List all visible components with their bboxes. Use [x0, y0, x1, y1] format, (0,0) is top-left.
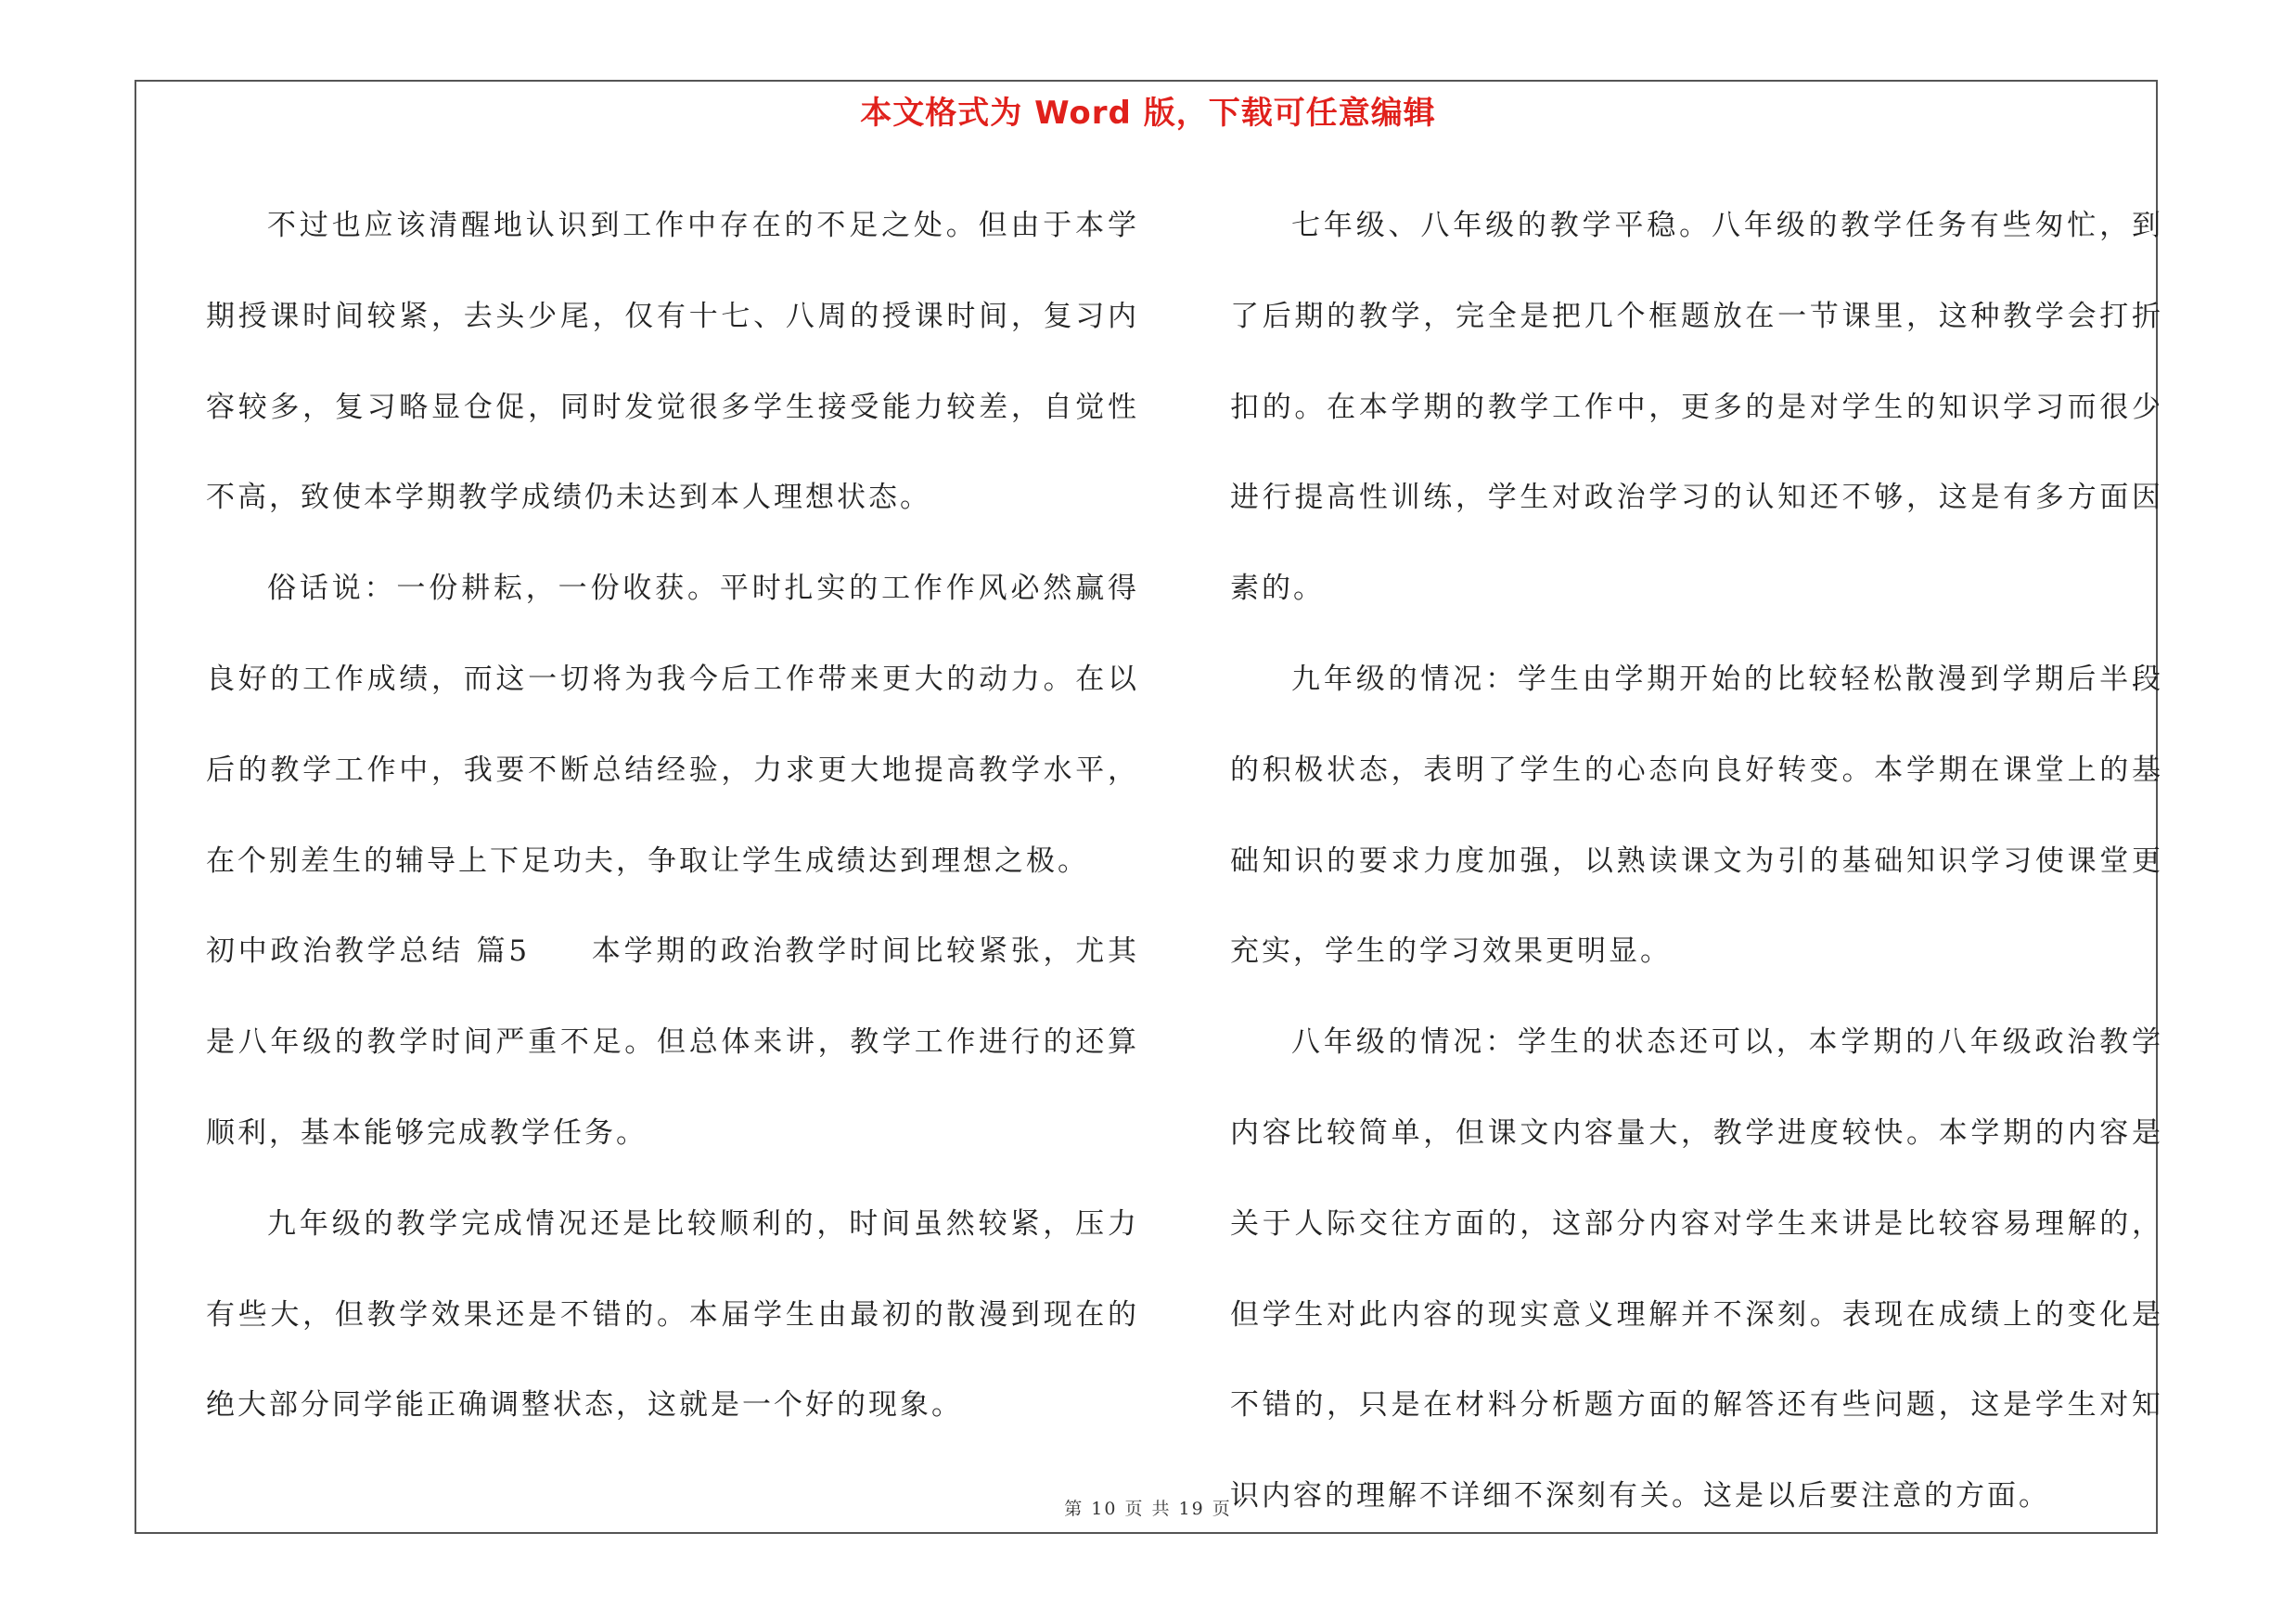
- paragraph: 九年级的教学完成情况还是比较顺利的，时间虽然较紧，压力有些大，但教学效果还是不错的。本届学生由最初的散漫到现在的绝大部分同学能正确调整状态，这就是一个好的现象。: [206, 1206, 1139, 1423]
- left-column: [206, 181, 1139, 1451]
- paragraph: 俗话说：一份耕耘，一份收获。平时扎实的工作作风必然赢得良好的工作成绩，而这一切将为我今后工作带来更大的动力。在以后的教学工作中，我要不断总结经验，力求更大地提高教学水平，在个别差生的辅导上下足功夫，争取让学生成绩达到理想之极。: [206, 572, 1139, 878]
- paragraph: 八年级的情况：学生的状态还可以，本学期的八年级政治教学内容比较简单，但课文内容量大，教学进度较快。本学期的内容是关于人际交往方面的，这部分内容对学生来讲是比较容易理解的，但学生对此内容的现实意义理解并不深刻。表现在成绩上的变化是不错的，只是在材料分析题方面的解答还有些问题，这是学生对知识内容的理解不详细不深刻有关。这是以后要注意的方面。: [1230, 1025, 2163, 1514]
- right-column: [1230, 181, 2163, 1542]
- section-paragraph: [206, 907, 1139, 1179]
- paragraph: 九年级的情况：学生由学期开始的比较轻松散漫到学期后半段的积极状态，表明了学生的心态向良好转变。本学期在课堂上的基础知识的要求力度加强，以熟读课文为引的基础知识学习使课堂更充实，学生的学习效果更明显。: [1230, 662, 2163, 969]
- paragraph: 不过也应该清醒地认识到工作中存在的不足之处。但由于本学期授课时间较紧，去头少尾，仅有十七、八周的授课时间，复习内容较多，复习略显仓促，同时发觉很多学生接受能力较差，自觉性不高，致使本学期教学成绩仍未达到本人理想状态。: [206, 209, 1139, 515]
- section-heading: 初中政治教学总结 篇5: [206, 934, 531, 969]
- paragraph: 七年级、八年级的教学平稳。八年级的教学任务有些匆忙，到了后期的教学，完全是把几个框题放在一节课里，这种教学会打折扣的。在本学期的教学工作中，更多的是对学生的知识学习而很少进行提高性训练，学生对政治学习的认知还不够，这是有多方面因素的。: [1230, 209, 2163, 606]
- paragraph-text: 本学期的政治教学时间比较紧张，尤其是八年级的教学时间严重不足。但总体来讲，教学工作进行的还算顺利，基本能够完成教学任务。: [206, 934, 1139, 1150]
- page-number-footer: 第 10 页 共 19 页: [1064, 1499, 1232, 1519]
- format-notice-banner: 本文格式为 Word 版，下载可任意编辑: [860, 95, 1436, 132]
